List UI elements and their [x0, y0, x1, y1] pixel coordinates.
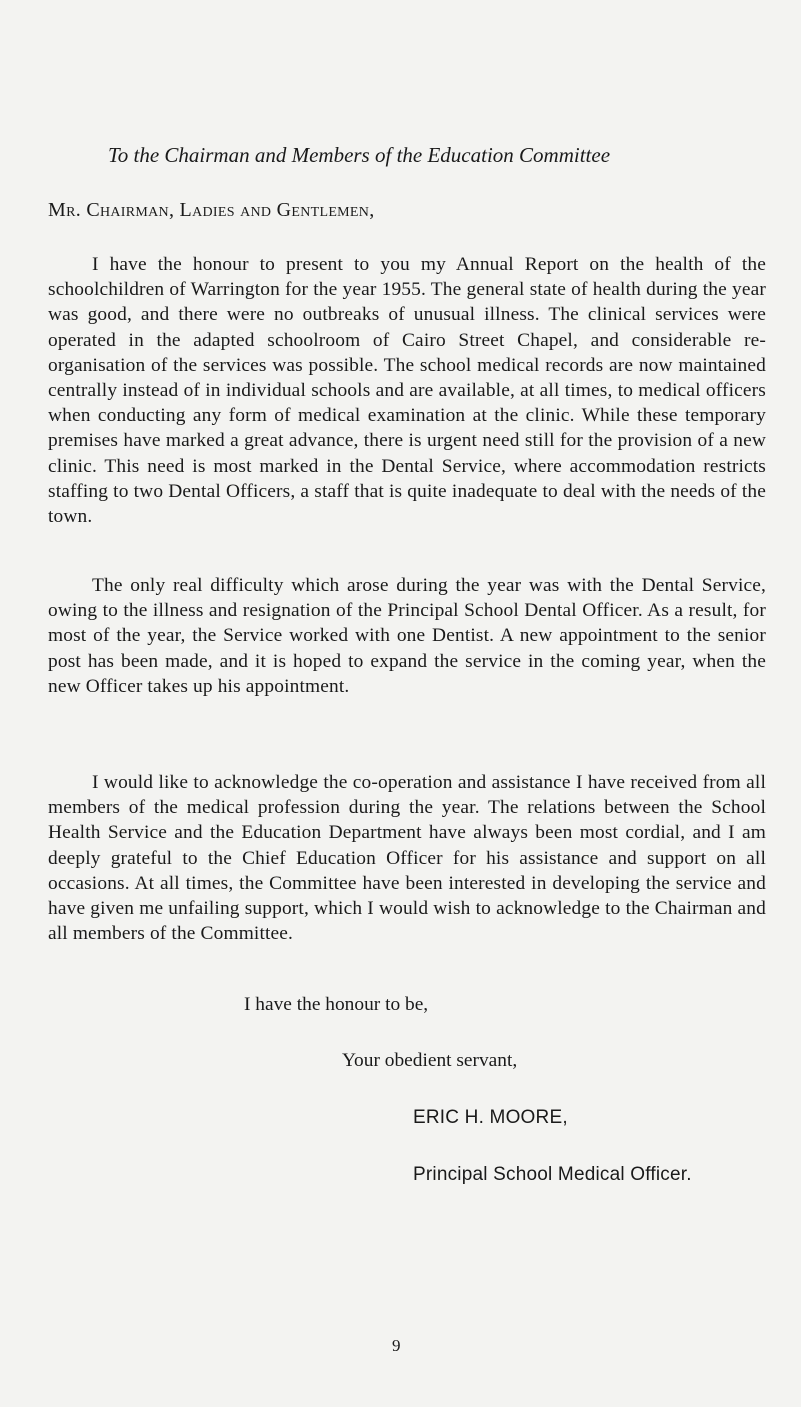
body-paragraph-3: I would like to acknowledge the co-operation and assistance I have received from all members of the medical profession during the year. The relations between the School Health Service and the Education Department have always been most cordial, and I am deeply grateful to the Chief Education Officer for his assistance and support on all occasions. At all times, the Committee have been interested in developing the service and have given me unfailing support, which I would wish to acknowledge to the Chairman and all members of the Committee. — [48, 772, 766, 945]
signer-title: Principal School Medical Officer. — [413, 1164, 692, 1185]
closing-line-servant: Your obedient servant, — [342, 1050, 518, 1071]
signature-name: ERIC H. MOORE, — [413, 1107, 568, 1128]
body-paragraph-1: I have the honour to present to you my Annual Report on the health of the schoolchildren of Warrington for the year 1955. The general state of health during the year was good, and there were no outbreaks of unusual illness. The clinical services were operated in the adapted schoolroom of Cairo Street Chapel, and considerable re-organisation of the services was possible. The school medical records are now maintained centrally instead of in individual schools and are available, at all times, to medical officers when conducting any form of medical examination at the clinic. While these temporary premises have marked a great advance, there is urgent need still for the provision of a new clinic. This need is most marked in the Dental Service, where accommodation restricts staffing to two Dental Officers, a staff that is quite inadequate to deal with the needs of the town. — [48, 254, 766, 528]
closing-line-honour: I have the honour to be, — [244, 994, 429, 1015]
body-paragraph-2: The only real difficulty which arose during the year was with the Dental Service, owing to the illness and resignation of the Principal School Dental Officer. As a result, for most of the year, the Service worked with one Dentist. A new appointment to the senior post has been made, and it is hoped to expand the service in the coming year, when the new Officer takes up his appointment. — [48, 575, 766, 697]
page-number: 9 — [392, 1336, 401, 1355]
addressee-line: To the Chairman and Members of the Education Committee — [108, 143, 611, 167]
salutation: Mr. Chairman, Ladies and Gentlemen, — [48, 199, 375, 221]
